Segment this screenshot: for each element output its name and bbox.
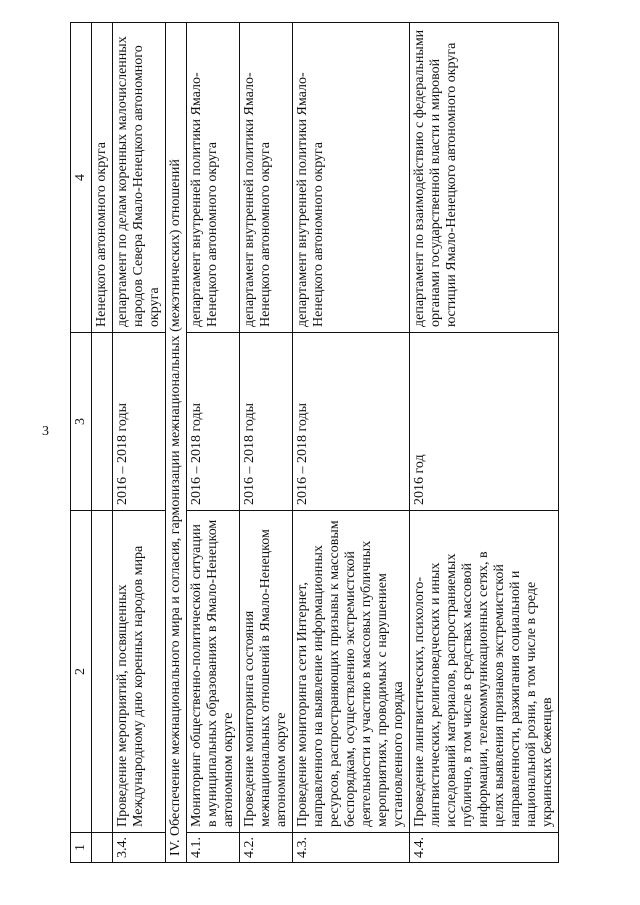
header-col-2: 2 (71, 511, 92, 833)
rotated-page-content (70, 23, 570, 863)
row-period: 2016 – 2018 годы (240, 333, 293, 511)
row-number: 4.1. (187, 833, 240, 863)
table-row-4-1 (187, 23, 240, 863)
row-number: 3.4. (113, 833, 166, 863)
row-executor: департамент по взаимодействию с федеральными органами государственной власти и мировой юстиции Ямало-Ненецкого автономного округа (410, 23, 559, 333)
page-number: 3 (42, 424, 49, 439)
row-activity: Проведение мониторинга сети Интернет, направленного на выявление информационных ресурсов, распространяющих призывы к массовым беспорядкам, осуществлению экстремистской деятельности и участию в массовых публичных мероприятиях, проводимых с нарушением установленного порядка (293, 511, 410, 833)
section-heading: IV. Обеспечение межнационального мира и согласия, гармонизации межнациональных (межэтнических) отношений (166, 23, 187, 863)
header-row (71, 23, 92, 863)
row-period (92, 333, 113, 511)
row-activity: Мониторинг общественно-политической ситуации в муниципальных образованиях в Ямало-Ненецком автономном округе (187, 511, 240, 833)
row-number (92, 833, 113, 863)
row-period: 2016 – 2018 годы (293, 333, 410, 511)
section-heading-row (166, 23, 187, 863)
row-activity: Проведение мониторинга состояния межнациональных отношений в Ямало-Ненецком автономном округе (240, 511, 293, 833)
program-table (70, 22, 559, 863)
table-row-4-2 (240, 23, 293, 863)
row-period: 2016 – 2018 годы (113, 333, 166, 511)
row-period: 2016 – 2018 годы (187, 333, 240, 511)
row-executor: департамент внутренней политики Ямало-Ненецкого автономного округа (187, 23, 240, 333)
row-number: 4.3. (293, 833, 410, 863)
row-period: 2016 год (410, 333, 559, 511)
row-executor: департамент внутренней политики Ямало-Ненецкого автономного округа (240, 23, 293, 333)
table-row-4-4 (410, 23, 559, 863)
header-col-1: 1 (71, 833, 92, 863)
header-col-3: 3 (71, 333, 92, 511)
table-row-continuation (92, 23, 113, 863)
row-executor: департамент по делам коренных малочисленных народов Севера Ямало-Ненецкого автономного округа (113, 23, 166, 333)
row-number: 4.4. (410, 833, 559, 863)
table-row-3-4 (113, 23, 166, 863)
header-col-4: 4 (71, 23, 92, 333)
table-row-4-3 (293, 23, 410, 863)
row-activity (92, 511, 113, 833)
row-activity: Проведение лингвистических, психолого-лингвистических, религиоведческих и иных исследований материалов, распространяемых публично, в том числе в средствах массовой информации, телекоммуникационных сетях, в целях выявления признаков экстремистской направленности, разжигания социальной и национальной розни, в том числе в среде украинских беженцев (410, 511, 559, 833)
row-executor: департамент внутренней политики Ямало-Ненецкого автономного округа (293, 23, 410, 333)
row-executor: Ненецкого автономного округа (92, 23, 113, 333)
row-number: 4.2. (240, 833, 293, 863)
row-activity: Проведение мероприятий, посвященных Международному дню коренных народов мира (113, 511, 166, 833)
